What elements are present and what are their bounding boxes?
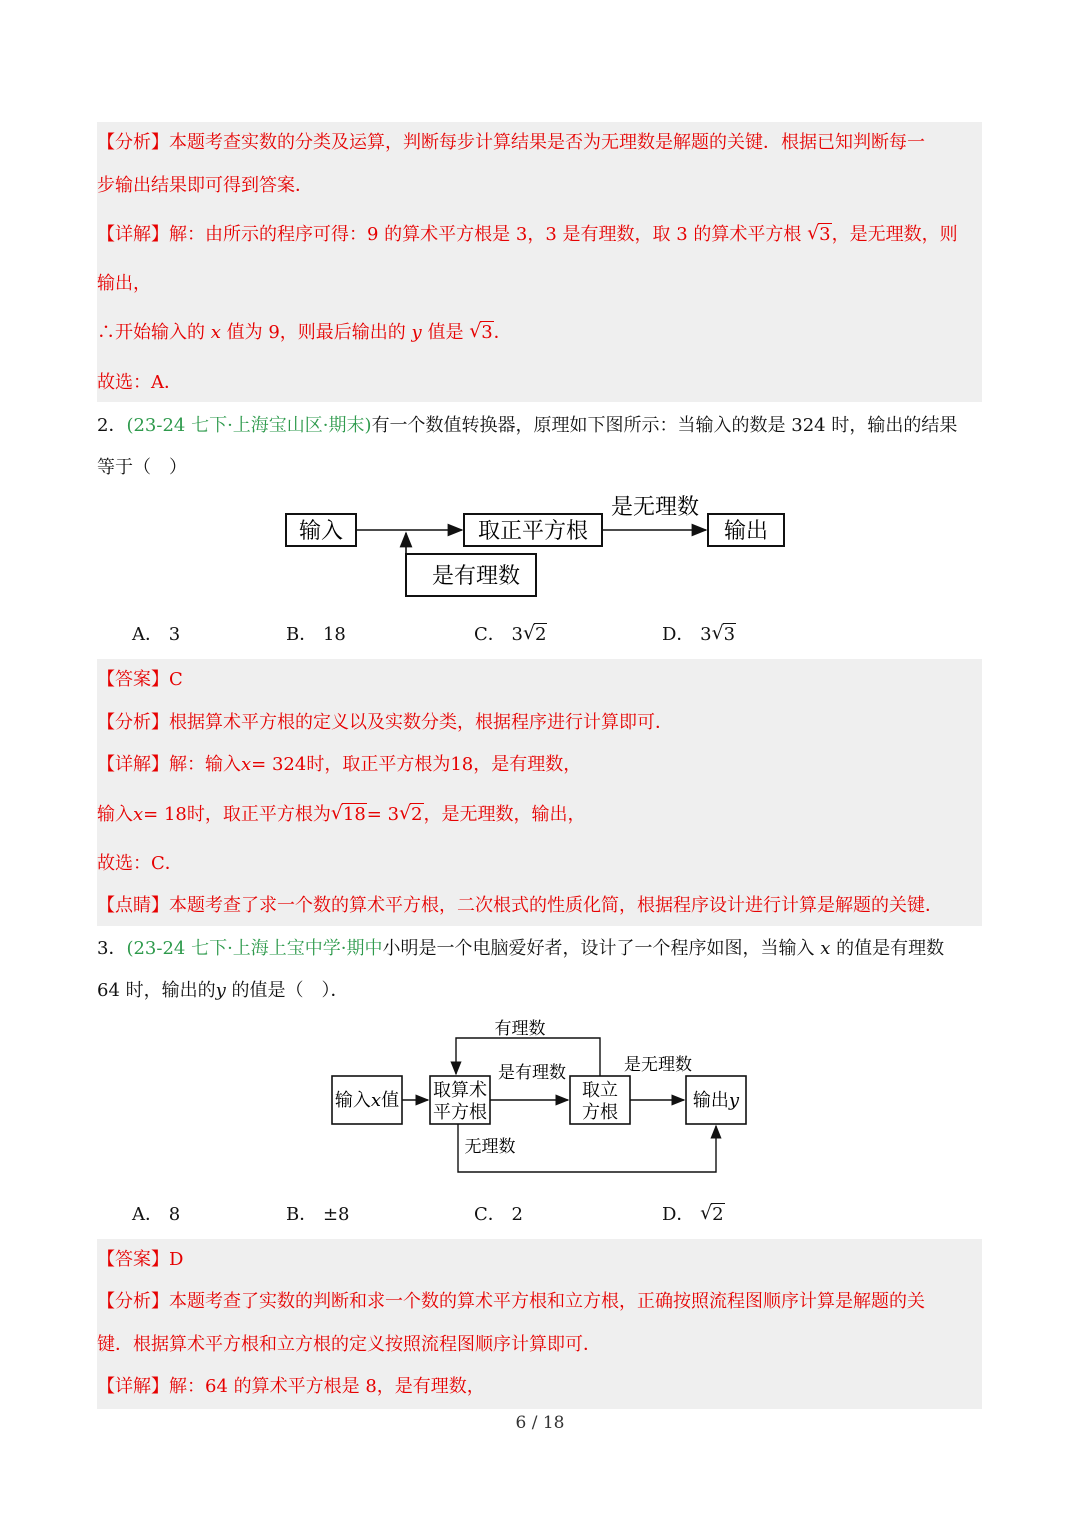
q2-option-b[interactable]: B． 18 bbox=[286, 624, 346, 645]
q1-detail-line2: 输出， bbox=[97, 273, 151, 294]
sqrt-18: √ 18 bbox=[331, 803, 367, 827]
q1-answer-block bbox=[97, 122, 982, 402]
q3-detail: 【详解】解：64 的算术平方根是 8，是有理数， bbox=[97, 1376, 485, 1397]
q1-conclusion: ∴开始输入的 x 值为 9，则最后输出的 y 值是 √ 3． bbox=[97, 321, 512, 345]
q2-answer-block bbox=[97, 659, 982, 926]
q3-bottom-label: 无理数 bbox=[464, 1137, 516, 1157]
q2-irrational-label: 是无理数 bbox=[610, 495, 700, 520]
q2-stem-line1: 2．(23-24 七下·上海宝山区·期末)有一个数值转换器，原理如下图所示：当输入的数是 324 时，输出的结果 bbox=[97, 415, 958, 436]
sqrt-2: √ 2 bbox=[700, 1204, 724, 1225]
q3-option-d[interactable]: D． √ 2 bbox=[662, 1200, 725, 1226]
q3-cbrt-label-1: 取立 bbox=[582, 1080, 618, 1101]
var-x: x bbox=[241, 754, 252, 775]
q2-source: (23-24 七下·上海宝山区·期末) bbox=[126, 415, 372, 436]
q3-option-a[interactable]: A． 8 bbox=[132, 1204, 181, 1225]
q3-flowchart bbox=[320, 1012, 760, 1182]
sqrt-2: √ 2 bbox=[399, 803, 423, 827]
q2-rational-label: 是有理数 bbox=[431, 564, 521, 589]
var-x: x bbox=[820, 938, 831, 959]
q2-output-label: 输出 bbox=[723, 519, 769, 544]
q1-analysis-line1: 【分析】本题考查实数的分类及运算，判断每步计算结果是否为无理数是解题的关键．根据已知判断每一 bbox=[97, 132, 925, 153]
var-x: x bbox=[133, 804, 144, 825]
q2-flowchart bbox=[270, 488, 800, 603]
q2-comment: 【点睛】本题考查了求一个数的算术平方根，二次根式的性质化简，根据程序设计进行计算是解题的关键． bbox=[97, 895, 943, 916]
q2-stem-line2: 等于（ ） bbox=[97, 457, 187, 478]
q1-analysis-line2: 步输出结果即可得到答案． bbox=[97, 175, 313, 196]
page-number: 6 / 18 bbox=[515, 1413, 565, 1433]
q3-input-label: 输入x值 bbox=[334, 1090, 400, 1111]
q3-option-b[interactable]: B． ±8 bbox=[286, 1204, 350, 1225]
q2-answer: 【答案】C bbox=[97, 669, 183, 690]
sqrt-3: √ 3 bbox=[712, 624, 736, 645]
q2-option-d[interactable]: D． 3√ 3 bbox=[662, 620, 736, 646]
sqrt-3: √ 3 bbox=[807, 223, 831, 247]
q3-output-label: 输出y bbox=[692, 1090, 740, 1111]
q1-choice: 故选：A． bbox=[97, 372, 182, 393]
q3-option-c[interactable]: C． 2 bbox=[474, 1204, 523, 1225]
q2-detail-line2: 输入x= 18时，取正平方根为√ 18= 3√ 2，是无理数，输出， bbox=[97, 803, 586, 827]
q3-stem-line2: 64 时，输出的y 的值是（ ）． bbox=[97, 980, 349, 1001]
q2-input-label: 输入 bbox=[298, 519, 344, 544]
q3-sqrt-label-2: 平方根 bbox=[433, 1102, 487, 1123]
q2-analysis: 【分析】根据算术平方根的定义以及实数分类，根据程序进行计算即可． bbox=[97, 712, 673, 733]
q3-cbrt-label-2: 方根 bbox=[582, 1102, 618, 1123]
q2-process-label: 取正平方根 bbox=[477, 519, 589, 544]
q2-choice: 故选：C． bbox=[97, 853, 183, 874]
q2-option-a[interactable]: A． 3 bbox=[132, 624, 181, 645]
q3-loop-label: 有理数 bbox=[494, 1019, 546, 1039]
sqrt-2: √ 2 bbox=[523, 624, 547, 645]
q2-option-c[interactable]: C． 3√ 2 bbox=[474, 620, 547, 646]
q3-answer: 【答案】D bbox=[97, 1249, 184, 1270]
q3-sqrt-label-1: 取算术 bbox=[433, 1080, 487, 1101]
q3-source: (23-24 七下·上海上宝中学·期中 bbox=[126, 938, 383, 959]
q1-detail-line1: 【详解】解：由所示的程序可得：9 的算术平方根是 3，3 是有理数，取 3 的算术平方根 √ 3，是无理数，则 bbox=[97, 223, 958, 247]
q3-to-cbrt-label: 是有理数 bbox=[498, 1063, 566, 1083]
sqrt-3: √ 3 bbox=[469, 321, 493, 345]
q2-detail-line1: 【详解】解：输入x= 324时，取正平方根为18，是有理数， bbox=[97, 754, 582, 775]
q3-stem-line1: 3．(23-24 七下·上海上宝中学·期中小明是一个电脑爱好者，设计了一个程序如图，当输入 x 的值是有理数 bbox=[97, 938, 945, 959]
q3-to-output-label: 是无理数 bbox=[624, 1055, 692, 1075]
q3-analysis-line2: 键．根据算术平方根和立方根的定义按照流程图顺序计算即可． bbox=[97, 1334, 601, 1355]
q3-analysis-line1: 【分析】本题考查了实数的判断和求一个数的算术平方根和立方根，正确按照流程图顺序计算是解题的关 bbox=[97, 1291, 925, 1312]
var-y: y bbox=[215, 980, 226, 1001]
